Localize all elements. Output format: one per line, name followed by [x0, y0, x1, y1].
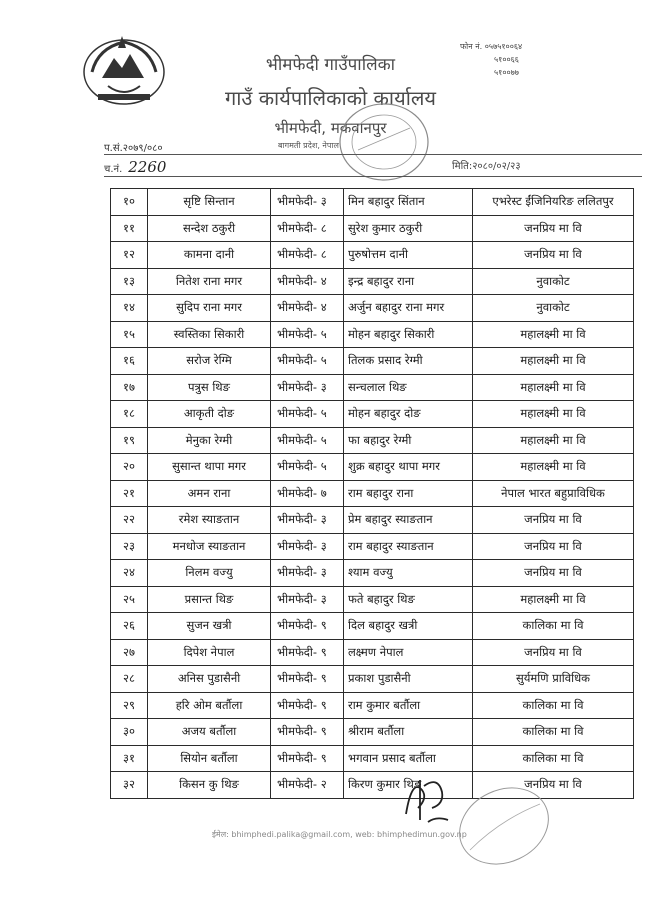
school-name-cell: कालिका मा वि: [473, 613, 634, 640]
address-cell: भीमफेदी- ३: [271, 374, 344, 401]
table-row: [111, 348, 634, 375]
office-address-line: भीमफेदी, मकवानपुर: [274, 119, 387, 137]
guardian-name-cell: लक्ष्मण नेपाल: [344, 639, 473, 666]
guardian-name-cell: राम कुमार बर्तौला: [344, 692, 473, 719]
student-name-cell: हरि ओम बर्तौला: [148, 692, 271, 719]
student-name-cell: सुजन खत्री: [148, 613, 271, 640]
header-divider: [104, 176, 642, 177]
address-cell: भीमफेदी- ५: [271, 401, 344, 428]
dispatch-number: [104, 158, 166, 176]
student-name-cell: कामना दानी: [148, 242, 271, 269]
school-name-cell: जनप्रिय मा वि: [473, 242, 634, 269]
serial-number-cell: २२: [111, 507, 148, 534]
student-name-cell: आकृती दोङ: [148, 401, 271, 428]
address-cell: भीमफेदी- ९: [271, 719, 344, 746]
guardian-name-cell: फा बहादुर रेग्मी: [344, 427, 473, 454]
office-name-line1: भीमफेदी गाउँपालिका: [265, 55, 396, 75]
dispatch-value: 2260: [128, 158, 167, 176]
table-row: [111, 692, 634, 719]
table-row: [111, 427, 634, 454]
reference-number: प.सं.२०७९/०८०: [104, 143, 163, 154]
school-name-cell: कालिका मा वि: [473, 692, 634, 719]
school-name-cell: जनप्रिय मा वि: [473, 215, 634, 242]
student-name-cell: नितेश राना मगर: [148, 268, 271, 295]
guardian-name-cell: दिल बहादुर खत्री: [344, 613, 473, 640]
serial-number-cell: २१: [111, 480, 148, 507]
serial-number-cell: १५: [111, 321, 148, 348]
address-cell: भीमफेदी- ४: [271, 295, 344, 322]
serial-number-cell: ३०: [111, 719, 148, 746]
school-name-cell: नुवाकोट: [473, 295, 634, 322]
address-cell: भीमफेदी- ५: [271, 454, 344, 481]
office-stamp-icon: [322, 98, 440, 188]
school-name-cell: महालक्ष्मी मा वि: [473, 427, 634, 454]
serial-number-cell: १०: [111, 189, 148, 216]
guardian-name-cell: किरण कुमार थिङ: [344, 772, 473, 799]
serial-number-cell: १२: [111, 242, 148, 269]
student-name-cell: सरोज रेग्मि: [148, 348, 271, 375]
table-row: [111, 189, 634, 216]
student-name-cell: अमन राना: [148, 480, 271, 507]
address-cell: भीमफेदी- ३: [271, 507, 344, 534]
guardian-name-cell: सुरेश कुमार ठकुरी: [344, 215, 473, 242]
guardian-name-cell: राम बहादुर स्याङतान: [344, 533, 473, 560]
serial-number-cell: ३१: [111, 745, 148, 772]
student-name-cell: निलम वज्यु: [148, 560, 271, 587]
serial-number-cell: ३२: [111, 772, 148, 799]
table-row: [111, 215, 634, 242]
table-row: [111, 533, 634, 560]
table-row: [111, 268, 634, 295]
school-name-cell: जनप्रिय मा वि: [473, 639, 634, 666]
serial-number-cell: २५: [111, 586, 148, 613]
address-cell: भीमफेदी- ९: [271, 639, 344, 666]
student-name-cell: सुसान्त थापा मगर: [148, 454, 271, 481]
guardian-name-cell: इन्द्र बहादुर राना: [344, 268, 473, 295]
phone-line: ५१००७७: [494, 68, 519, 77]
table-row: [111, 719, 634, 746]
address-cell: भीमफेदी- ५: [271, 321, 344, 348]
address-cell: भीमफेदी- ५: [271, 427, 344, 454]
address-cell: भीमफेदी- ९: [271, 666, 344, 693]
school-name-cell: एभरेस्ट ईंजिनियरिङ ललितपुर: [473, 189, 634, 216]
header-divider: [104, 154, 642, 155]
school-name-cell: जनप्रिय मा वि: [473, 507, 634, 534]
address-cell: भीमफेदी- ३: [271, 560, 344, 587]
school-name-cell: नेपाल भारत बहुप्राविधिक: [473, 480, 634, 507]
guardian-name-cell: मोहन बहादुर सिकारी: [344, 321, 473, 348]
issue-date: मिति:२०८०/०२/२३: [452, 161, 521, 172]
table-row: [111, 639, 634, 666]
student-name-cell: रमेश स्याङतान: [148, 507, 271, 534]
address-cell: भीमफेदी- ९: [271, 692, 344, 719]
table-row: [111, 401, 634, 428]
school-name-cell: जनप्रिय मा वि: [473, 533, 634, 560]
school-name-cell: महालक्ष्मी मा वि: [473, 401, 634, 428]
serial-number-cell: २७: [111, 639, 148, 666]
table-row: [111, 613, 634, 640]
school-name-cell: कालिका मा वि: [473, 745, 634, 772]
table-row: [111, 374, 634, 401]
table-row: [111, 560, 634, 587]
footer-contact: ईमेल: bhimphedi.palika@gmail.com, web: bhimphedimun.gov.np: [212, 830, 467, 839]
serial-number-cell: २४: [111, 560, 148, 587]
serial-number-cell: १९: [111, 427, 148, 454]
student-name-cell: स्वस्तिका सिकारी: [148, 321, 271, 348]
serial-number-cell: १४: [111, 295, 148, 322]
school-name-cell: महालक्ष्मी मा वि: [473, 454, 634, 481]
serial-number-cell: १३: [111, 268, 148, 295]
serial-number-cell: २०: [111, 454, 148, 481]
table-row: [111, 321, 634, 348]
address-cell: भीमफेदी- ४: [271, 268, 344, 295]
guardian-name-cell: श्रीराम बर्तौला: [344, 719, 473, 746]
table-row: [111, 586, 634, 613]
address-cell: भीमफेदी- ८: [271, 215, 344, 242]
student-name-cell: किसन कु थिङ: [148, 772, 271, 799]
phone-line: ५१००६६: [494, 55, 519, 64]
guardian-name-cell: शुक्र बहादुर थापा मगर: [344, 454, 473, 481]
school-name-cell: कालिका मा वि: [473, 719, 634, 746]
school-name-cell: जनप्रिय मा वि: [473, 560, 634, 587]
serial-number-cell: १८: [111, 401, 148, 428]
table-row: [111, 295, 634, 322]
school-name-cell: सुर्यमणि प्राविधिक: [473, 666, 634, 693]
address-cell: भीमफेदी- ३: [271, 189, 344, 216]
serial-number-cell: २८: [111, 666, 148, 693]
address-cell: भीमफेदी- ५: [271, 348, 344, 375]
table-row: [111, 666, 634, 693]
contact-block: [460, 40, 522, 79]
student-name-cell: पत्रुस थिङ: [148, 374, 271, 401]
phone-line: फोन नं. ०५७५१००६४: [460, 42, 523, 51]
school-name-cell: महालक्ष्मी मा वि: [473, 586, 634, 613]
guardian-name-cell: मिन बहादुर सिंतान: [344, 189, 473, 216]
guardian-name-cell: फते बहादुर थिङ: [344, 586, 473, 613]
student-name-cell: सन्देश ठकुरी: [148, 215, 271, 242]
guardian-name-cell: श्याम वज्यु: [344, 560, 473, 587]
guardian-name-cell: प्रेम बहादुर स्याङतान: [344, 507, 473, 534]
guardian-name-cell: मोहन बहादुर दोङ: [344, 401, 473, 428]
serial-number-cell: २३: [111, 533, 148, 560]
serial-number-cell: ११: [111, 215, 148, 242]
province-text: बागमती प्रदेश, नेपाल: [278, 141, 339, 150]
serial-number-cell: २९: [111, 692, 148, 719]
guardian-name-cell: राम बहादुर राना: [344, 480, 473, 507]
guardian-name-cell: प्रकाश पुडासैनी: [344, 666, 473, 693]
student-name-cell: सृष्टि सिन्तान: [148, 189, 271, 216]
address-cell: भीमफेदी- ७: [271, 480, 344, 507]
school-name-cell: नुवाकोट: [473, 268, 634, 295]
student-name-cell: सुदिप राना मगर: [148, 295, 271, 322]
student-name-cell: अजय बर्तौला: [148, 719, 271, 746]
office-name-line2: गाउँ कार्यपालिकाको कार्यालय: [224, 86, 437, 110]
guardian-name-cell: सन्चलाल थिङ: [344, 374, 473, 401]
address-cell: भीमफेदी- ३: [271, 533, 344, 560]
address-cell: भीमफेदी- ३: [271, 586, 344, 613]
school-name-cell: महालक्ष्मी मा वि: [473, 321, 634, 348]
student-name-cell: मनधोज स्याङतान: [148, 533, 271, 560]
address-cell: भीमफेदी- ८: [271, 242, 344, 269]
table-row: [111, 242, 634, 269]
serial-number-cell: १७: [111, 374, 148, 401]
school-name-cell: महालक्ष्मी मा वि: [473, 374, 634, 401]
student-list-table: [110, 188, 634, 799]
student-name-cell: सियोन बर्तौला: [148, 745, 271, 772]
address-cell: भीमफेदी- ९: [271, 745, 344, 772]
student-name-cell: दिपेश नेपाल: [148, 639, 271, 666]
table-row: [111, 480, 634, 507]
serial-number-cell: २६: [111, 613, 148, 640]
guardian-name-cell: पुरुषोत्तम दानी: [344, 242, 473, 269]
guardian-name-cell: अर्जुन बहादुर राना मगर: [344, 295, 473, 322]
student-name-cell: अनिस पुडासैनी: [148, 666, 271, 693]
table-row: [111, 454, 634, 481]
office-stamp-icon: [440, 780, 560, 870]
guardian-name-cell: भगवान प्रसाद बर्तौला: [344, 745, 473, 772]
school-name-cell: महालक्ष्मी मा वि: [473, 348, 634, 375]
serial-number-cell: १६: [111, 348, 148, 375]
address-cell: भीमफेदी- २: [271, 772, 344, 799]
table-row: [111, 507, 634, 534]
guardian-name-cell: तिलक प्रसाद रेग्मी: [344, 348, 473, 375]
address-cell: भीमफेदी- ९: [271, 613, 344, 640]
dispatch-label: च.नं.: [104, 164, 123, 175]
table-row: [111, 745, 634, 772]
student-name-cell: मेनुका रेग्मी: [148, 427, 271, 454]
school-name-cell: जनप्रिय मा वि: [473, 772, 634, 799]
student-name-cell: प्रसान्त थिङ: [148, 586, 271, 613]
